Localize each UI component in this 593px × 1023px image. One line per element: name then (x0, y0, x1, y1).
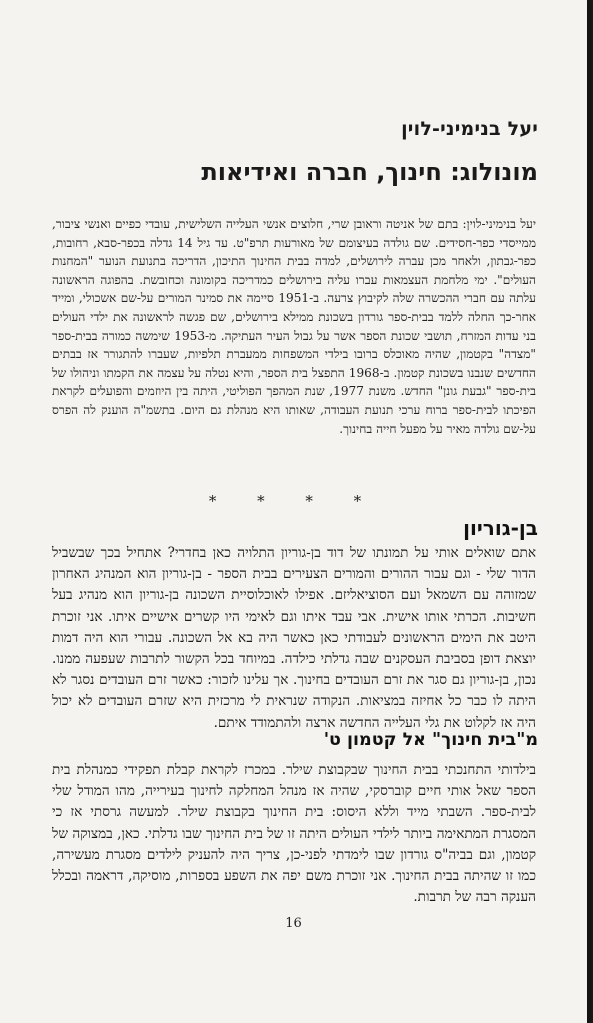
chapter-title: מונולוג: חינוך, חברה ואידיאות (201, 158, 538, 186)
author-name: יעל בנימיני-לוין (401, 118, 538, 140)
author-bio: יעל בנימיני-לוין: בתם של אניטה וראובן שרי, חלוצים אנשי העלייה השלישית, עובדי כפיים ואנשי ציבור, ממייסדי כפר-חסידים. שם גולדה בעיצומם של מאורעות תרפ"ט. עד גיל 14 גדלה בכפר-סבא, רחובות, כפר-גבתון, ולאחר מכן עברה לירושלים, למדה בבית החינוך התיכון, הדריכה בתנועת הנוער "המחנות העולים". ימי מלחמת העצמאות עברו עליה בירושלים כמדריכה בקומונה וכחובשת. בהפוגה הראשונה עלתה עם חברי ההכשרה שלה לקיבוץ צרעה. ב-1951 סיימה את סמינר המורים על-שם אשכולי, ומייד אחר-כך החלה ללמד בבית-ספר גורדון בשכונת ממילא בירושלים, שם פגשה לראשונה את ילדי העולים בני עדות המזרח, תושבי שכונת הספר אשר על גבול העיר העתיקה. מ-1953 שימשה כמורה בבית-ספר "מצדה" בקטמון, שהיה מאוכלס ברובו בילדי המשפחות ממעברת תלפיות, שעברו להתגורר אז בבתים החדשים שנבנו בשכונת קטמון. ב-1968 התפצל בית הספר, והיא נטלה על עצמה את הקמתו וניהולו של בית-ספר "גבעת גונן" החדש. משנת 1977, שנת המהפך הפוליטי, היתה בין היוזמים והפועלים לקראת הפיכתו לבית-ספר ברוח ערכי תנועת העבודה, שאותו היא מנהלת גם היום. בתשמ"ה הוענק לה הפרס על-שם גולדה מאיר על מפעל חייה בחינוך. (52, 217, 537, 436)
section-body-ben-gurion: אתם שואלים אותי על תמונתו של דוד בן-גוריון התלויה כאן בחדרי? אתחיל בכך שבשביל הדור שלי - וגם עבור ההורים והמורים הצעירים בבית הספר - בן-גוריון הוא המנהיג האחרון שמזוהה עם השמאל ועם הסוציאליזם. אפילו לאוכלוסיית השכונה בן-גוריון הוא מנהיג בעל חשיבות. הכרתי אותו אישית. אבי עבד איתו וגם לאימי היו קשרים אישיים איתו. אני זוכרת היטב את הימים הראשונים לעבודתי כאן כאשר היה בא אל השכונה. עבורי הוא היה דמות יוצאת דופן בסביבת העסקנים שבה גדלתי כילדה. במיוחד בכל הקשור לתרבות שעפעה ממנו. נכון, בן-גוריון גם סגר את זרם העובדים בחינוך. אך עלינו לזכור: כאשר זרם העובדים נסגר לא היתה לו כבר כל אחיזה במציאות. הנקודה שנראית לי מרכזית היא שזרם העובדים לא יכול היה אז לקלוט את גלי העלייה החדשה ארצה ולהתמודד איתם. (52, 545, 536, 731)
section-separator: * * * * (208, 492, 380, 510)
section-heading-ben-gurion: בן-גוריון (463, 516, 538, 540)
page-number: 16 (285, 916, 302, 931)
section-body-katamon: בילדותי התחנכתי בבית החינוך שבקבוצת שילר. במכרז לקראת קבלת תפקידי כמנהלת בית הספר שאל אותי חיים קוברסקי, שהיה אז מנהל המחלקה לחינוך בעירייה, מהו המודל שלי לבית-ספר. השבתי מייד וללא היסוס: בית החינוך בקבוצת שילר. למעשה גרסתי אז כי המסגרת המתאימה ביותר לילדי העולים היתה זו של בית החינוך שבו גדלתי. כאן, במצוקה של קטמון, וגם בביה"ס גורדון שבו לימדתי לפני-כן, צריך היה להעניק לילדים מסגרת מעשירה, כמו זו שהיתה בבית החינוך. אני זוכרת משם יפה את השפע בספרות, מוסיקה, דראמה ובכלל הענקה רבה של תרבות. (52, 762, 536, 906)
section-heading-katamon: מ"בית חינוך" אל קטמון ט' (323, 730, 538, 750)
